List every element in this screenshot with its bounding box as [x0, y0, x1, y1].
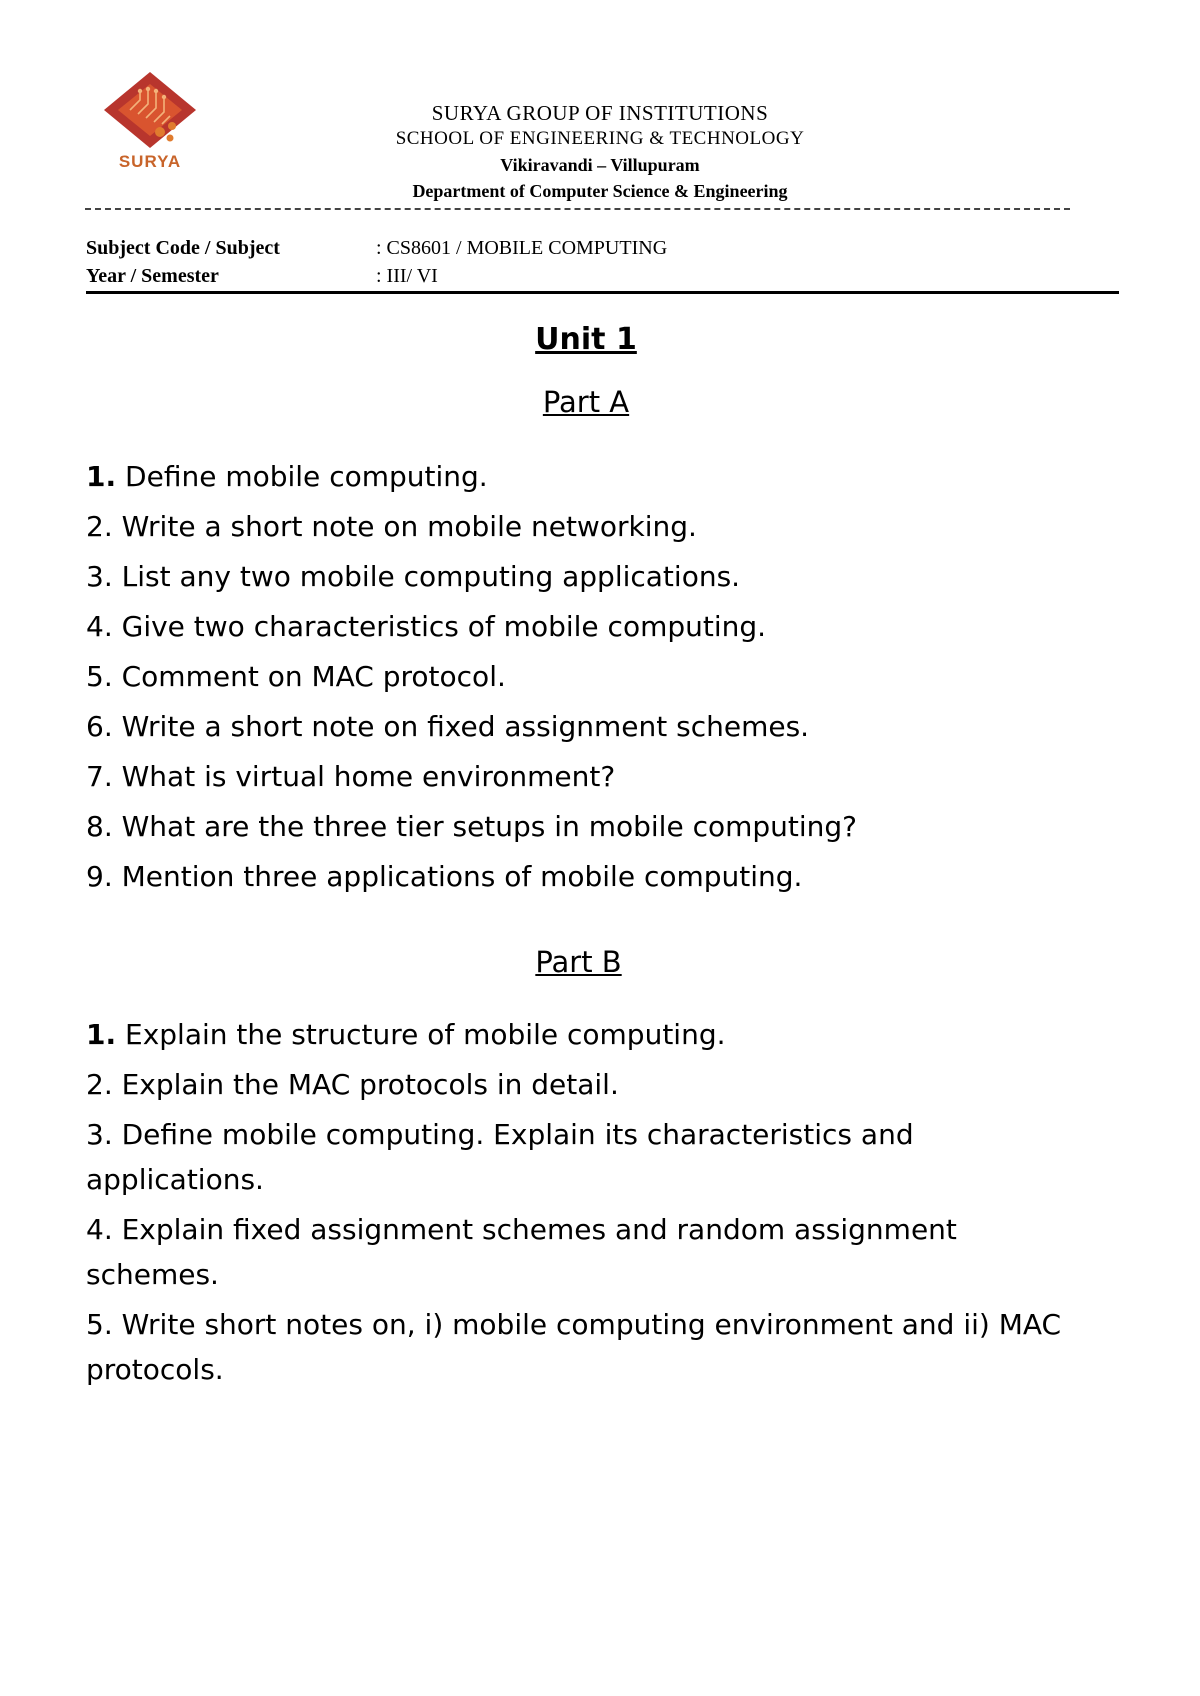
- logo-text: SURYA: [118, 152, 182, 171]
- question-content: [86, 320, 1126, 1397]
- part-b-question-2: [86, 1062, 1086, 1107]
- question-number: 6.: [86, 710, 113, 743]
- part-a-question-5: [86, 652, 1126, 702]
- question-text: Give two characteristics of mobile computing.: [112, 610, 767, 643]
- question-text: Write a short note on fixed assignment schemes.: [112, 710, 810, 743]
- question-number: 2.: [86, 1068, 113, 1101]
- part-a-question-7: [86, 752, 1126, 802]
- part-b-questions: [86, 1012, 1126, 1392]
- question-text: Explain the structure of mobile computing.: [116, 1018, 726, 1051]
- question-number: 1.: [86, 460, 117, 493]
- part-b-question-4: [86, 1207, 1086, 1297]
- logo-emblem-icon: [100, 70, 200, 150]
- part-b-question-1: [86, 1012, 1086, 1057]
- question-text: Write short notes on, i) mobile computing environment and ii) MAC protocols.: [86, 1308, 1062, 1386]
- question-number: 2.: [86, 510, 113, 543]
- part-b-question-3: [86, 1112, 1086, 1202]
- question-text: Explain the MAC protocols in detail.: [112, 1068, 619, 1101]
- unit-title: Unit 1: [535, 322, 637, 357]
- question-number: 3.: [86, 560, 113, 593]
- department-name: Department of Computer Science & Engineering: [412, 181, 788, 201]
- surya-logo: [100, 70, 200, 180]
- question-number: 1.: [86, 1018, 117, 1051]
- part-b-question-5: [86, 1302, 1086, 1392]
- part-b-title: Part B: [535, 945, 622, 979]
- part-a-question-2: [86, 502, 1126, 552]
- question-text: Comment on MAC protocol.: [112, 660, 506, 693]
- year-value: : III/ VI: [376, 265, 438, 287]
- question-text: Mention three applications of mobile computing.: [112, 860, 803, 893]
- subject-value: : CS8601 / MOBILE COMPUTING: [376, 237, 668, 259]
- question-text: Define mobile computing.: [116, 460, 488, 493]
- question-text: Explain fixed assignment schemes and random assignment schemes.: [86, 1213, 957, 1291]
- question-text: What is virtual home environment?: [112, 760, 616, 793]
- question-text: Write a short note on mobile networking.: [112, 510, 697, 543]
- school-name: SCHOOL OF ENGINEERING & TECHNOLOGY: [395, 128, 805, 149]
- question-number: 3.: [86, 1118, 113, 1151]
- part-a-question-3: [86, 552, 1126, 602]
- question-number: 4.: [86, 1213, 113, 1246]
- subject-label: Subject Code / Subject: [86, 237, 280, 259]
- question-number: 5.: [86, 1308, 113, 1341]
- header-rule: [86, 291, 1119, 294]
- question-number: 9.: [86, 860, 113, 893]
- question-number: 8.: [86, 810, 113, 843]
- dashed-divider: [85, 208, 1070, 210]
- year-label: Year / Semester: [86, 265, 219, 287]
- question-number: 4.: [86, 610, 113, 643]
- question-text: List any two mobile computing applications.: [112, 560, 741, 593]
- question-text: Define mobile computing. Explain its characteristics and applications.: [86, 1118, 914, 1196]
- question-text: What are the three tier setups in mobile computing?: [112, 810, 858, 843]
- letterhead: [250, 100, 950, 204]
- part-a-questions: [86, 452, 1126, 902]
- part-a-question-9: [86, 852, 1126, 902]
- part-a-title: Part A: [542, 385, 630, 419]
- part-a-question-8: [86, 802, 1126, 852]
- location: Vikiravandi – Villupuram: [500, 155, 700, 175]
- part-a-question-1: [86, 452, 1126, 502]
- institution-name: SURYA GROUP OF INSTITUTIONS: [431, 101, 769, 125]
- question-number: 5.: [86, 660, 113, 693]
- part-a-question-4: [86, 602, 1126, 652]
- question-number: 7.: [86, 760, 113, 793]
- part-a-question-6: [86, 702, 1126, 752]
